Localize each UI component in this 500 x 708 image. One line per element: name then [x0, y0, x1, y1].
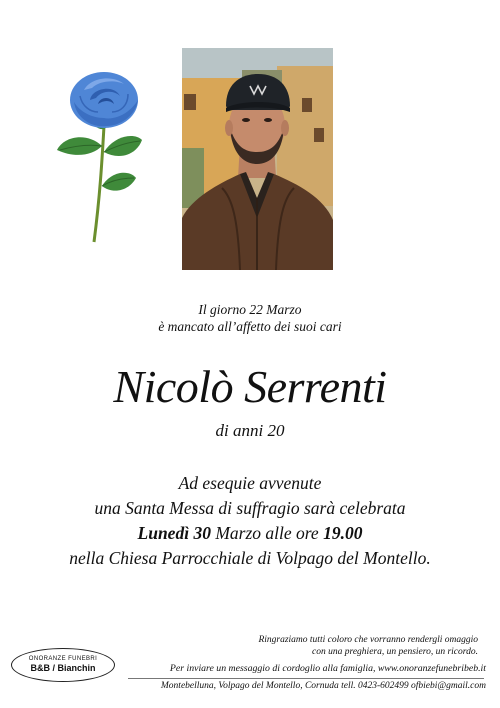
announcement-line-4: nella Chiesa Parrocchiale di Volpago del Montello.: [69, 548, 431, 568]
mass-month-text: Marzo alle ore: [210, 523, 324, 543]
funeral-home-logo: [11, 648, 115, 682]
logo-line-2: B&B / Bianchin: [30, 663, 96, 673]
condolence-message-line: Per inviare un messaggio di cordoglio alla famiglia, www.onoranzefunebribeb.it: [169, 663, 486, 674]
deceased-age: di anni 20: [215, 421, 285, 440]
logo-line-1: ONORANZE FUNEBRI: [28, 656, 98, 662]
announcement-line-3: [0, 522, 500, 544]
mass-day: Lunedì 30: [137, 523, 211, 543]
footer-divider: [128, 678, 484, 679]
deceased-name: Nicolò Serrenti: [113, 361, 387, 412]
announcement-line-1: Ad esequie avvenute: [178, 473, 322, 493]
blue-rose-image: [52, 66, 148, 246]
intro-passed-line: è mancato all’affetto dei suoi cari: [158, 319, 342, 334]
mass-time: 19.00: [323, 523, 363, 543]
portrait-photo: [182, 48, 333, 270]
thanks-line-1: Ringraziamo tutti coloro che vorranno rendergli omaggio: [258, 635, 478, 645]
contacts-line: Montebelluna, Volpago del Montello, Cornuda tell. 0423-602499 ofbiebi@gmail.com: [160, 681, 486, 691]
thanks-line-2: con una preghiera, un pensiero, un ricordo.: [312, 647, 478, 657]
intro-date-line: Il giorno 22 Marzo: [198, 302, 302, 317]
announcement-line-2: una Santa Messa di suffragio sarà celebrata: [94, 498, 406, 518]
